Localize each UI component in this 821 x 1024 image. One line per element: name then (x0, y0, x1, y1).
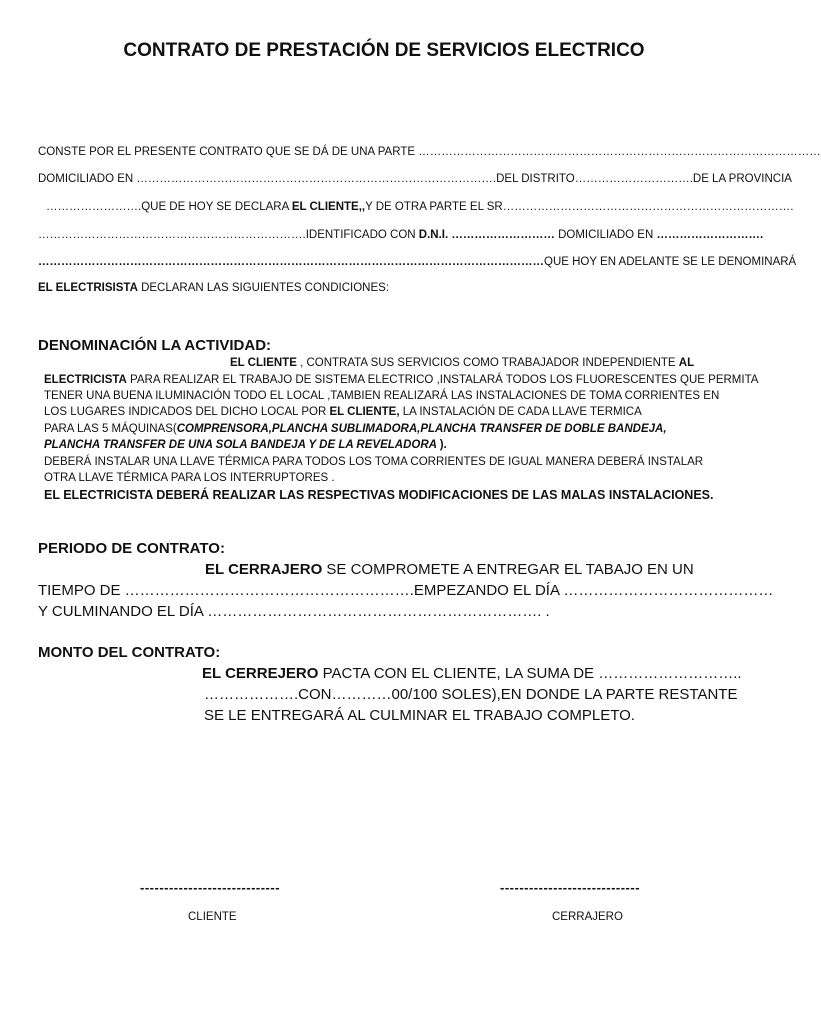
actividad-line-4 (44, 406, 642, 418)
intro-line-3 (46, 201, 793, 213)
intro-line-6-text: DECLARAN LAS SIGUIENTES CONDICIONES: (137, 282, 390, 294)
act-l2-text: PARA REALIZAR EL TRABAJO DE SISTEMA ELECTRICO ,INSTALARÁ TODOS LOS FLUORESCENTES QUE PERMITA (126, 374, 759, 386)
intro-line-3-a: …………………….QUE DE HOY SE DECLARA (46, 201, 292, 213)
intro-line-5 (38, 256, 796, 268)
intro-line-6 (38, 282, 389, 294)
actividad-line-6 (44, 439, 447, 451)
monto-l1-text: PACTA CON EL CLIENTE, LA SUMA DE ……………………….. (318, 665, 742, 682)
signature-line-cerrajero: ----------------------------- (500, 880, 641, 895)
intro-line-5-dots: …………………………………………………………………………………………………………………… (38, 256, 544, 268)
intro-line-4-c: DOMICILIADO EN (554, 229, 657, 241)
actividad-heading: DENOMINACIÓN LA ACTIVIDAD: (38, 337, 272, 354)
intro-line-5-text: QUE HOY EN ADELANTE SE LE DENOMINARÁ (544, 256, 797, 268)
monto-line-2: ……………….CON…………00/100 SOLES),EN DONDE LA PARTE RESTANTE (204, 686, 738, 703)
actividad-line-3: TENER UNA BUENA ILUMINACIÓN TODO EL LOCAL ,TAMBIEN REALIZARÁ LAS INSTALACIONES DE TOMA CORRIENTES EN (44, 390, 720, 402)
act-l5-a: PARA LAS 5 MÁQUINAS( (44, 423, 177, 435)
signature-label-cerrajero: CERRAJERO (552, 911, 623, 923)
actividad-line-5 (44, 423, 667, 435)
periodo-heading: PERIODO DE CONTRATO: (38, 540, 225, 557)
act-l4-a: LOS LUGARES INDICADOS DEL DICHO LOCAL POR (44, 406, 330, 418)
intro-line-4-a: …………………………………………………………….IDENTIFICADO CON (38, 229, 419, 241)
signature-line-cliente: ----------------------------- (140, 880, 281, 895)
act-l6-machines: PLANCHA TRANSFER DE UNA SOLA BANDEJA Y DE LA REVELADORA (44, 439, 440, 451)
el-cliente-bold: EL CLIENTE,, (291, 201, 366, 213)
act-l4-cliente: EL CLIENTE, (329, 406, 400, 418)
intro-line-2: DOMICILIADO EN ………………………………………………………………………………….DEL DISTRITO………………………….DE LA PROVINCIA (38, 173, 792, 185)
actividad-line-1 (230, 357, 694, 369)
monto-el-cerrejero: EL CERREJERO (202, 665, 319, 682)
monto-line-3: SE LE ENTREGARÁ AL CULMINAR EL TRABAJO COMPLETO. (204, 707, 635, 724)
act-electricista: ELECTRICISTA (44, 374, 127, 386)
intro-line-4 (38, 229, 763, 241)
act-l5-machines: COMPRENSORA,PLANCHA SUBLIMADORA,PLANCHA TRANSFER DE DOBLE BANDEJA, (176, 423, 667, 435)
periodo-line-2: TIEMPO DE ………………………………………………….EMPEZANDO EL DÍA …………………………………… (38, 582, 774, 599)
actividad-line-9: EL ELECTRICISTA DEBERÁ REALIZAR LAS RESPECTIVAS MODIFICACIONES DE LAS MALAS INSTALACIONES. (44, 488, 714, 502)
signature-label-cliente: CLIENTE (188, 911, 237, 923)
periodo-line-1 (205, 561, 694, 578)
el-electrisista-bold: EL ELECTRISISTA (38, 282, 138, 294)
actividad-line-8: OTRA LLAVE TÉRMICA PARA LOS INTERRUPTORES . (44, 472, 335, 484)
periodo-l1-text: SE COMPROMETE A ENTREGAR EL TABAJO EN UN (322, 561, 694, 578)
intro-line-3-c: Y DE OTRA PARTE EL SR…………………………………………………………………. (365, 201, 794, 213)
act-l4-c: LA INSTALACIÓN DE CADA LLAVE TERMICA (399, 406, 642, 418)
periodo-line-3: Y CULMINANDO EL DÍA …………………………………………………………. . (38, 603, 550, 620)
intro-line-4-d: ………………………. (656, 229, 764, 241)
actividad-line-7: DEBERÁ INSTALAR UNA LLAVE TÉRMICA PARA TODOS LOS TOMA CORRIENTES DE IGUAL MANERA DEBERÁ INSTALAR (44, 456, 704, 468)
document-title: CONTRATO DE PRESTACIÓN DE SERVICIOS ELECTRICO (123, 40, 645, 61)
monto-line-1 (202, 665, 742, 682)
periodo-el-cerrajero: EL CERRAJERO (205, 561, 323, 578)
act-el-cliente: EL CLIENTE (230, 357, 297, 369)
act-al: AL (678, 357, 695, 369)
actividad-line-2 (44, 374, 758, 386)
act-l6-end: ). (439, 439, 447, 451)
monto-heading: MONTO DEL CONTRATO: (38, 644, 221, 661)
intro-line-1: CONSTE POR EL PRESENTE CONTRATO QUE SE DÁ DE UNA PARTE …………………………………………………………………………………………… (38, 146, 821, 158)
dni-bold: D.N.I. ……………………… (418, 229, 555, 241)
act-l1-text: , CONTRATA SUS SERVICIOS COMO TRABAJADOR INDEPENDIENTE (296, 357, 679, 369)
